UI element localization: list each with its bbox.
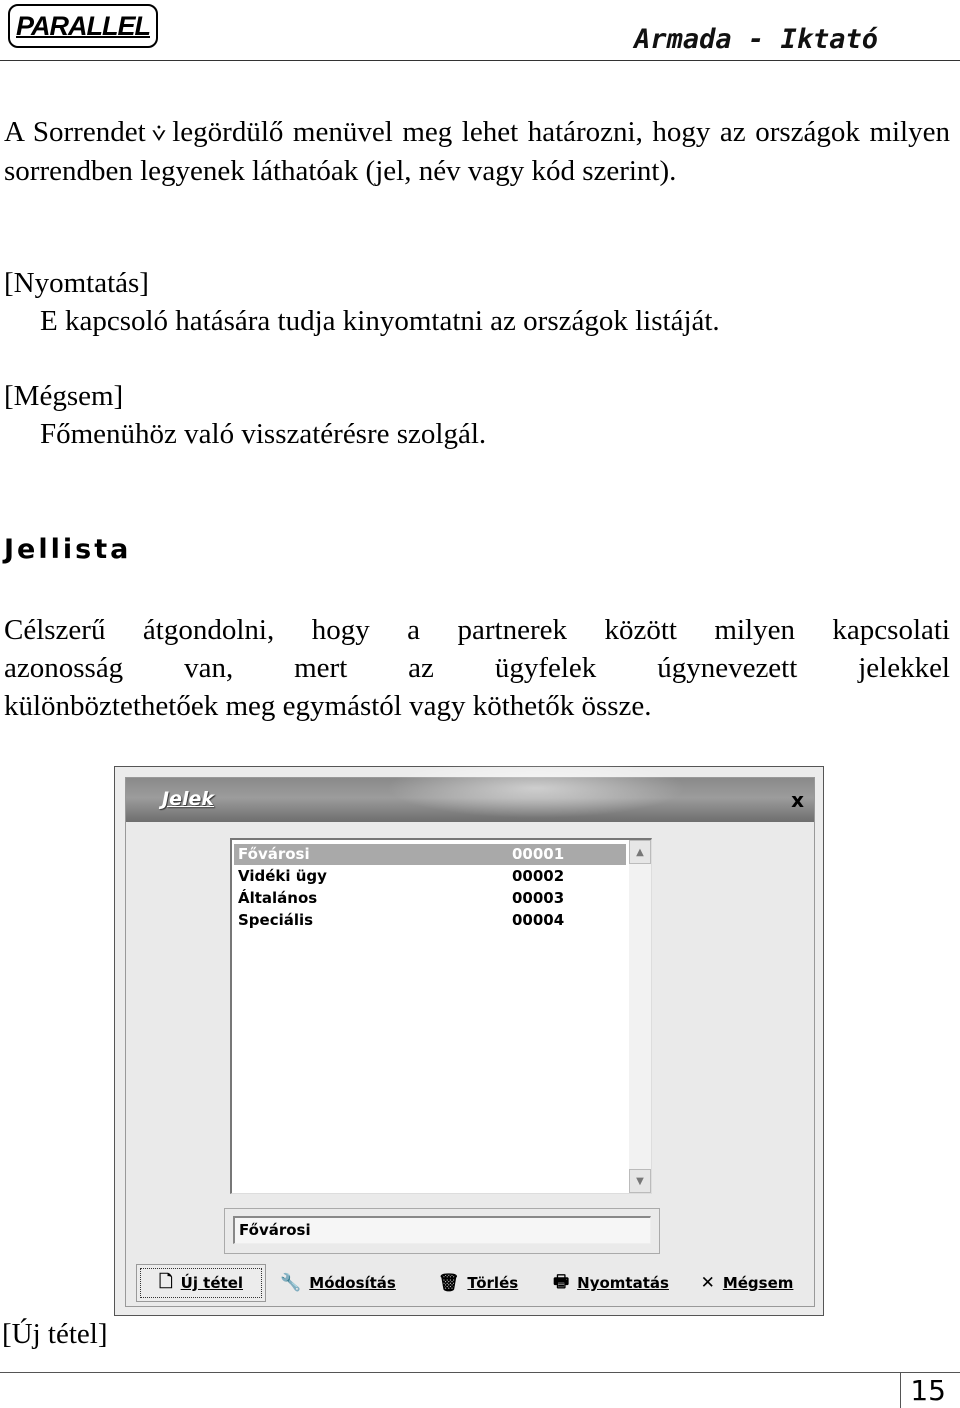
list-item[interactable] [234,844,626,865]
list-item-name: Vidéki ügy [238,867,327,885]
new-document-icon: 🗋 [158,1271,173,1292]
page-number: 15 [910,1374,946,1407]
scroll-up-icon[interactable]: ▲ [629,840,651,864]
new-item-heading: [Új tétel] [2,1318,108,1350]
sort-text-start: A Sorrendet [4,116,146,148]
section-title-jellista: Jellista [4,534,132,565]
print-label: Nyomtatás [577,1274,669,1292]
delete-label: Törlés [467,1274,519,1292]
list-item-code: 00004 [512,911,565,929]
wrench-icon: 🔧 [280,1273,302,1293]
parallel-logo [8,4,158,48]
scroll-down-icon[interactable]: ▼ [629,1169,651,1193]
jelek-dialog-frame [114,766,824,1316]
modify-button[interactable] [278,1264,398,1302]
print-description: E kapcsoló hatására tudja kinyomtatni az országok listáját. [40,305,720,337]
modify-label: Módosítás [309,1274,396,1292]
section-paragraph-line1: Célszerű átgondolni, hogy a partnerek között milyen kapcsolati [4,614,950,646]
list-item-code: 00001 [512,845,565,863]
dropdown-arrow-icon: ⩒ [151,119,167,147]
list-item-code: 00002 [512,867,565,885]
list-item-code: 00003 [512,889,565,907]
close-icon: ✕ [700,1273,715,1293]
document-title: Armada - Iktató [634,24,878,55]
jelek-dialog [125,777,815,1307]
list-item-name: Általános [238,889,318,907]
header-divider [0,60,960,61]
cancel-button[interactable] [692,1264,802,1302]
delete-button[interactable] [428,1264,528,1302]
dialog-titlebar [126,778,814,822]
close-button[interactable]: x [791,788,804,812]
list-item[interactable] [234,888,626,909]
dialog-title: Jelek [162,788,214,810]
cancel-heading: [Mégsem] [4,380,124,412]
jelek-listbox[interactable] [230,838,652,1194]
dialog-button-bar [134,1264,804,1304]
print-button[interactable] [546,1264,676,1302]
footer-divider [0,1372,960,1373]
logo-text: PARALLEL [16,10,150,41]
printer-icon: 🖶 [553,1271,570,1292]
section-paragraph-line3: különböztethetőek meg egymástól vagy köthetők össze. [4,690,652,722]
list-item[interactable] [234,866,626,887]
vertical-scrollbar[interactable] [629,840,651,1193]
sort-paragraph [4,114,950,190]
selected-value-field[interactable]: Fővárosi [233,1216,651,1244]
new-item-button[interactable] [136,1264,266,1302]
list-item-name: Fővárosi [238,845,310,863]
delete-document-icon: 🗑 [437,1273,460,1293]
new-item-label: Új tétel [180,1274,244,1292]
selected-value-group [224,1208,660,1254]
list-item[interactable] [234,910,626,931]
section-paragraph-line2: azonosság van, mert az ügyfelek úgynevezett jelekkel [4,652,950,684]
print-heading: [Nyomtatás] [4,267,149,299]
list-item-name: Speciális [238,911,314,929]
sort-text-end: legördülő menüvel meg lehet határozni, hogy az országok milyen sorrendben legyenek láthatóak (jel, név vagy kód szerint). [4,116,950,187]
cancel-label: Mégsem [722,1274,794,1292]
cancel-description: Főmenühöz való visszatérésre szolgál. [40,418,487,450]
